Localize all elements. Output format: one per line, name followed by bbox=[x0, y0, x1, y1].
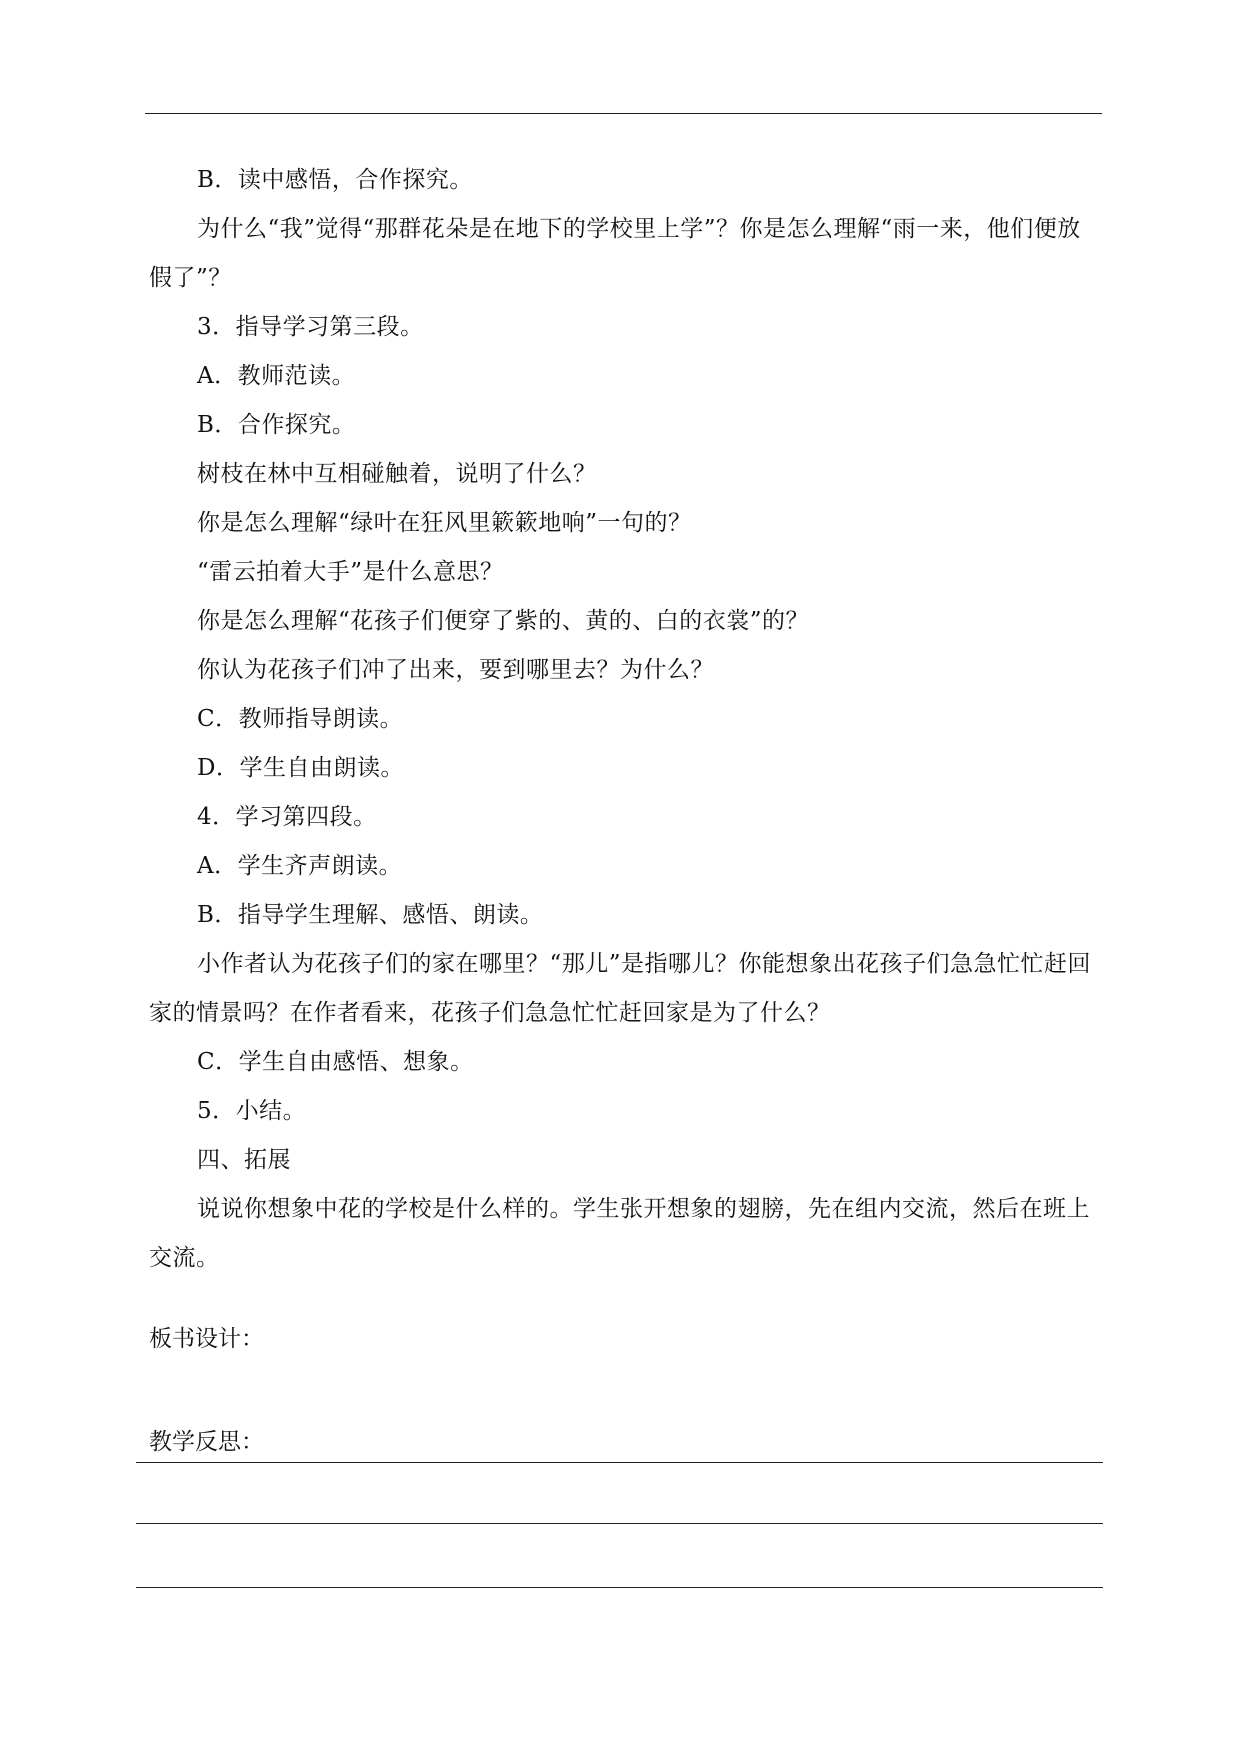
paragraph: D．学生自由朗读。 bbox=[197, 755, 404, 781]
paragraph: 你认为花孩子们冲了出来，要到哪里去？为什么？ bbox=[197, 657, 714, 683]
paragraph: A．教师范读。 bbox=[197, 363, 356, 389]
board-design-label: 板书设计： bbox=[149, 1326, 264, 1352]
paragraph: A．学生齐声朗读。 bbox=[197, 853, 403, 879]
paragraph: B．指导学生理解、感悟、朗读。 bbox=[197, 902, 544, 928]
reflection-answer-line bbox=[136, 1523, 1103, 1524]
paragraph: 为什么“我”觉得“那群花朵是在地下的学校里上学”？你是怎么理解“雨一来，他们便放假了”？ bbox=[149, 216, 1081, 291]
paragraph: 树枝在林中互相碰触着，说明了什么？ bbox=[197, 461, 597, 487]
paragraph: B．读中感悟，合作探究。 bbox=[197, 167, 473, 193]
header-rule bbox=[145, 113, 1102, 114]
paragraph: 你是怎么理解“花孩子们便穿了紫的、黄的、白的衣裳”的？ bbox=[197, 608, 810, 634]
paragraph: C．教师指导朗读。 bbox=[197, 706, 404, 732]
reflection-answer-line bbox=[136, 1587, 1103, 1588]
paragraph: 你是怎么理解“绿叶在狂风里簌簌地响”一句的？ bbox=[197, 510, 692, 536]
reflection-label: 教学反思： bbox=[149, 1429, 264, 1455]
section-heading: 四、拓展 bbox=[197, 1147, 291, 1173]
paragraph: “雷云拍着大手”是什么意思？ bbox=[197, 559, 504, 585]
reflection-answer-line bbox=[136, 1462, 1103, 1463]
paragraph: 3．指导学习第三段。 bbox=[197, 314, 424, 340]
paragraph: 说说你想象中花的学校是什么样的。学生张开想象的翅膀，先在组内交流，然后在班上交流。 bbox=[149, 1196, 1090, 1271]
paragraph: C．学生自由感悟、想象。 bbox=[197, 1049, 474, 1075]
paragraph: B．合作探究。 bbox=[197, 412, 356, 438]
paragraph: 小作者认为花孩子们的家在哪里？“那儿”是指哪儿？你能想象出花孩子们急急忙忙赶回家的情景吗？在作者看来，花孩子们急急忙忙赶回家是为了什么？ bbox=[149, 951, 1092, 1026]
paragraph: 5．小结。 bbox=[197, 1098, 307, 1124]
paragraph: 4．学习第四段。 bbox=[197, 804, 377, 830]
document-body bbox=[149, 156, 1099, 1283]
